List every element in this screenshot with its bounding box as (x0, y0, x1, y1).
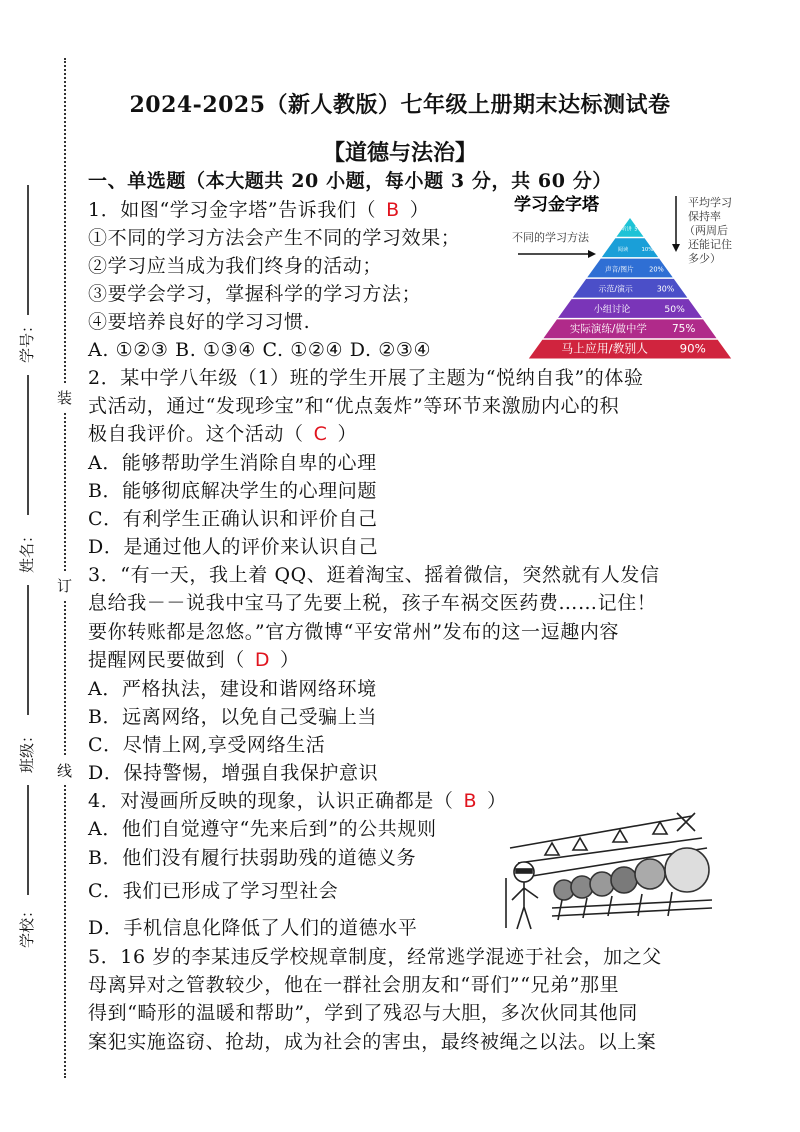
q2-option-d: D．是通过他人的评价来认识自己 (88, 536, 379, 558)
school-label: 学校： (18, 902, 37, 949)
student-id-line[interactable] (27, 375, 29, 515)
answer: B (463, 790, 478, 812)
learning-pyramid-figure (508, 188, 746, 364)
name-line[interactable] (27, 585, 29, 715)
pyramid-right-note: （两周后 (684, 224, 728, 237)
pyramid-tier-rate: 10% (641, 246, 654, 253)
section-heading: 一、单选题（本大题共 20 小题，每小题 3 分，共 60 分） (88, 170, 612, 192)
pyramid-tier-label: 示范/演示 (598, 284, 633, 294)
pyramid-tier-label: 小组讨论 (593, 303, 631, 315)
pyramid-tier-rate: 50% (664, 303, 685, 315)
q3-option-b: B．远离网络，以免自己受骗上当 (88, 706, 377, 728)
question-5-stem: 得到“畸形的温暖和帮助”，学到了残忍与大胆，多次伙同其他同 (88, 1002, 638, 1024)
q4-option-c: C．我们已形成了学习型社会 (88, 880, 339, 902)
q2-option-c: C．有利学生正确认识和评价自己 (88, 508, 378, 530)
pyramid-tier-rate: 75% (671, 323, 696, 336)
q3-option-d: D．保持警惕，增强自我保护意识 (88, 762, 379, 784)
answer: C (313, 423, 328, 445)
exam-title: 2024-2025（新人教版）七年级上册期末达标测试卷 (129, 92, 671, 118)
question-5-stem: 母离异对之管教较少，他在一群社会朋友和“哥们”“兄弟”那里 (88, 974, 620, 996)
q2-option-a: A．能够帮助学生消除自卑的心理 (88, 452, 377, 474)
q4-option-a: A．他们自觉遵守“先来后到”的公共规则 (88, 818, 437, 840)
binding-mark-ding: 订 (57, 572, 72, 599)
question-text: ） (487, 790, 507, 812)
pyramid-tier-label: 听讲 (621, 226, 632, 233)
binding-dotted-line (64, 58, 66, 1078)
pyramid-tier-rate: 20% (649, 265, 664, 274)
question-text: 1．如图“学习金字塔”告诉我们（ (88, 199, 377, 221)
pyramid-tier-label: 马上应用/教别人 (561, 341, 648, 356)
pyramid-tier-rate: 90% (679, 341, 706, 356)
pyramid-left-note: 不同的学习方法 (512, 231, 589, 244)
question-3-stem: 要你转账都是忽悠。”官方微博“平安常州”发布的这一逗趣内容 (88, 621, 620, 643)
q3-option-c: C．尽情上网,享受网络生活 (88, 734, 326, 756)
field-line (27, 185, 29, 315)
exam-subject: 【道德与法治】 (322, 140, 477, 166)
answer: B (386, 199, 400, 221)
student-id-label: 学号： (18, 317, 37, 364)
question-2-stem: 2．某中学八年级（1）班的学生开展了主题为“悦纳自我”的体验 (88, 367, 644, 389)
q1-item: ③要学会学习，掌握科学的学习方法； (88, 283, 422, 305)
q1-item: ①不同的学习方法会产生不同的学习效果； (88, 227, 461, 249)
question-5-stem: 案犯实施盗窃、抢劫，成为社会的害虫，最终被绳之以法。以上案 (88, 1031, 657, 1053)
pyramid-tier-label: 实际演练/做中学 (569, 323, 647, 336)
answer: D (254, 649, 271, 671)
q1-item: ④要培养良好的学习习惯. (88, 311, 311, 333)
q1-item: ②学习应当成为我们终身的活动； (88, 255, 383, 277)
binding-mark-xian: 线 (57, 757, 72, 784)
question-3-stem: 3．“有一天，我上着 QQ、逛着淘宝、摇着微信，突然就有人发信 (88, 564, 660, 586)
question-5-stem: 5．16 岁的李某违反学校规章制度，经常逃学混迹于社会，加之父 (88, 946, 662, 968)
question-3-stem: 息给我－－说我中宝马了先要上税，孩子车祸交医药费……记住！ (88, 592, 657, 614)
question-2-stem (88, 421, 357, 447)
question-text: ） (409, 199, 430, 221)
q1-options: A. ①②③ B. ①③④ C. ①②④ D. ②③④ (88, 339, 432, 361)
pyramid-right-note: 还能记住 (688, 238, 732, 251)
pyramid-right-note: 平均学习 (688, 196, 732, 209)
question-text: ） (337, 423, 358, 445)
subway-cartoon-image (492, 808, 720, 933)
q3-option-a: A．严格执法，建设和谐网络环境 (88, 678, 377, 700)
question-4-stem (88, 788, 507, 814)
question-text: 提醒网民要做到（ (88, 649, 245, 671)
pyramid-tier-rate: 5% (634, 226, 643, 233)
q2-option-b: B．能够彻底解决学生的心理问题 (88, 480, 377, 502)
question-text: ） (280, 649, 300, 671)
pyramid-right-note: 保持率 (688, 210, 721, 223)
question-2-stem: 式活动，通过“发现珍宝”和“优点轰炸”等环节来激励内心的积 (88, 395, 620, 417)
question-text: 极自我评价。这个活动（ (88, 423, 304, 445)
pyramid-tier-label: 声音/图片 (605, 265, 634, 274)
pyramid-tier-rate: 30% (656, 284, 675, 294)
pyramid-title: 学习金字塔 (514, 195, 599, 215)
pyramid-tier-label: 阅读 (617, 246, 629, 253)
pyramid-right-note: 多少） (688, 252, 721, 265)
question-3-stem (88, 647, 300, 673)
q4-option-b: B．他们没有履行扶弱助残的道德义务 (88, 847, 417, 869)
class-label: 班级： (18, 727, 37, 774)
question-text: 4．对漫画所反映的现象，认识正确都是（ (88, 790, 454, 812)
name-label: 姓名： (18, 527, 37, 574)
binding-mark-zhuang: 装 (57, 384, 72, 411)
q4-option-d: D．手机信息化降低了人们的道德水平 (88, 917, 418, 939)
question-1-stem (88, 197, 429, 223)
class-line[interactable] (27, 785, 29, 895)
